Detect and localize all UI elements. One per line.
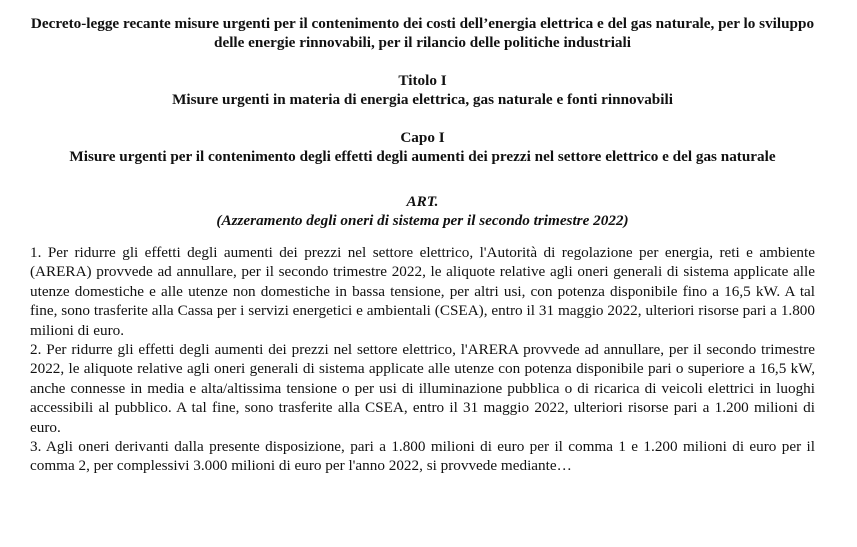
capo-heading: Misure urgenti per il contenimento degli effetti degli aumenti dei prezzi nel settore elettrico e del gas naturale [69,148,776,165]
paragraph-3: 3. Agli oneri derivanti dalla presente disposizione, pari a 1.800 milioni di euro per il comma 1 e 1.200 milioni di euro per il comma 2, per complessivi 3.000 milioni di euro per l'anno 2022, si provvede mediante… [30,438,815,475]
article-body [30,243,815,476]
paragraph-2: 2. Per ridurre gli effetti degli aumenti dei prezzi nel settore elettrico, l'ARERA provvede ad annullare, per il secondo trimestre 2022, le aliquote relative agli oneri generali di sistema applicate alle utenze con potenza disponibile pari o superiore a 16,5 kW, anche connesse in media e alta/altissima tensione o per usi di illuminazione pubblica o di ricarica di veicoli elettrici in luoghi accessibili al pubblico. A tal fine, sono trasferite alla CSEA, entro il 31 maggio 2022, ulteriori risorse pari a 1.200 milioni di euro. [30,341,815,436]
capo-label: Capo I [400,129,445,146]
article-heading: (Azzeramento degli oneri di sistema per il secondo trimestre 2022) [216,212,629,229]
document-page [30,14,815,476]
article-label: ART. [406,193,439,210]
capo-section [30,128,815,166]
paragraph-1: 1. Per ridurre gli effetti degli aumenti dei prezzi nel settore elettrico, l'Autorità di regolazione per energia, reti e ambiente (ARERA) provvede ad annullare, per il secondo trimestre 2022, le aliquote relative agli oneri generali di sistema applicate alle utenze domestiche e alle utenze non domestiche in bassa tensione, per altri usi, con potenza disponibile fino a 16,5 kW. A tal fine, sono trasferite alla Cassa per i servizi energetici e ambientali (CSEA), entro il 31 maggio 2022, ulteriori risorse pari a 1.800 milioni di euro. [30,244,815,339]
titolo-section [30,71,815,109]
titolo-heading: Misure urgenti in materia di energia elettrica, gas naturale e fonti rinnovabili [172,91,673,108]
article-section [30,192,815,230]
decree-title: Decreto-legge recante misure urgenti per il contenimento dei costi dell’energia elettrica e del gas naturale, per lo sviluppo delle energie rinnovabili, per il rilancio delle politiche industriali [30,15,815,51]
titolo-label: Titolo I [398,72,447,89]
